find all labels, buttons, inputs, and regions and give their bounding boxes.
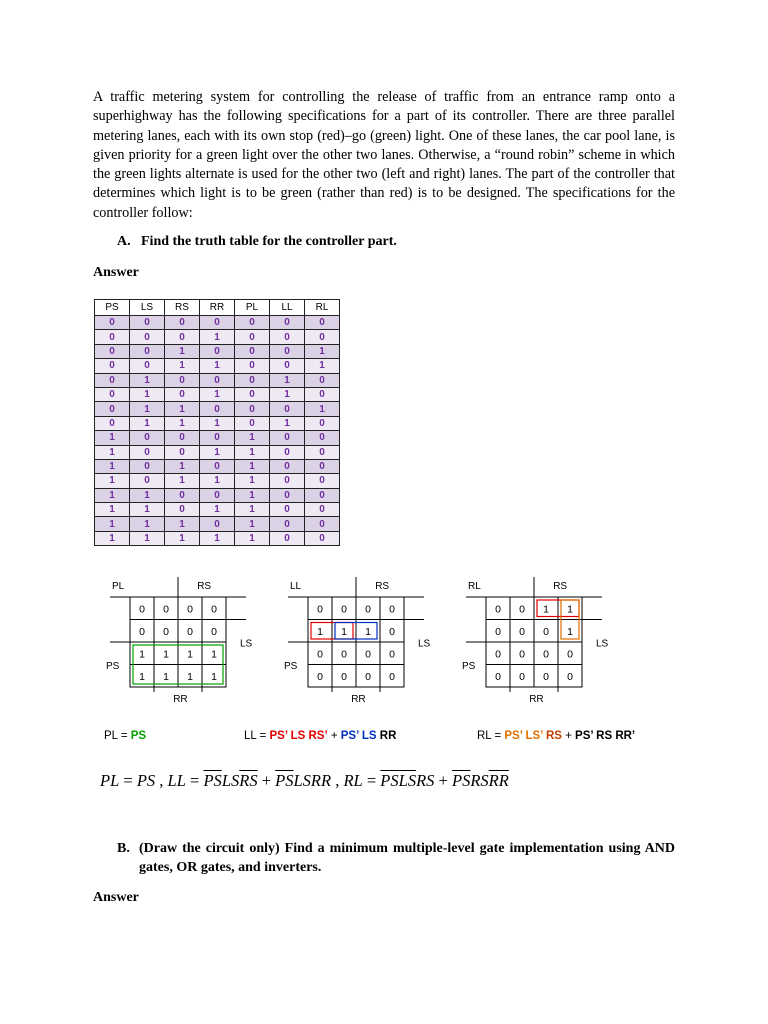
question-b-text: (Draw the circuit only) Find a minimum multiple-level gate implementation using AND gates, OR gates, and inverters. (139, 841, 675, 875)
table-cell: 0 (305, 316, 340, 330)
table-cell: 1 (95, 488, 130, 502)
table-cell: 0 (165, 373, 200, 387)
math-ps-bar-2: $\overline{PS}$ (275, 771, 294, 790)
table-cell: 0 (200, 517, 235, 531)
kmap-cell: 1 (567, 625, 573, 638)
table-cell: 1 (235, 517, 270, 531)
table-cell: 0 (130, 474, 165, 488)
kmap-cell: 1 (543, 603, 549, 616)
table-cell: 0 (305, 431, 340, 445)
table-cell: 1 (130, 402, 165, 416)
table-cell: 1 (95, 445, 130, 459)
table-cell: 0 (130, 431, 165, 445)
table-cell: 0 (270, 316, 305, 330)
kmap-cell: 0 (519, 648, 525, 661)
table-cell: 1 (130, 373, 165, 387)
math-ps: PS (136, 771, 156, 790)
kmap-cell: 0 (495, 603, 501, 616)
kmap-cell: 0 (567, 648, 573, 661)
kmap-cell: 0 (163, 625, 169, 638)
truth-table-header-ls: LS (130, 300, 165, 316)
table-cell: 0 (235, 344, 270, 358)
equation-pl (104, 730, 146, 742)
math-rr-bar: $\overline{RR}$ (488, 771, 509, 790)
table-cell: 0 (305, 503, 340, 517)
kmap-cell: 0 (519, 670, 525, 683)
table-cell: 0 (95, 359, 130, 373)
table-cell: 1 (95, 431, 130, 445)
kmap-ll (284, 577, 431, 705)
kmap-label-right: LS (240, 638, 253, 650)
math-eq: = (119, 771, 137, 790)
equation-rl (477, 730, 635, 742)
table-cell: 0 (270, 517, 305, 531)
kmap-label-top: RS (197, 581, 212, 592)
math-ps-bar-3: $\overline{PS}$ (380, 771, 399, 790)
table-cell: 0 (165, 330, 200, 344)
table-cell: 1 (165, 459, 200, 473)
table-cell: 1 (270, 416, 305, 430)
table-cell: 0 (95, 344, 130, 358)
table-cell: 0 (95, 402, 130, 416)
kmap-cell: 1 (365, 625, 371, 638)
table-cell: 0 (305, 416, 340, 430)
kmap-cell: 0 (567, 670, 573, 683)
table-cell: 0 (165, 316, 200, 330)
question-b-number: B. (117, 841, 130, 856)
table-cell: 1 (130, 416, 165, 430)
table-cell: 1 (130, 387, 165, 401)
table-cell: 0 (165, 445, 200, 459)
table-row (95, 445, 340, 459)
kmap-cell: 1 (211, 648, 217, 661)
math-rs-2: RS (470, 771, 489, 790)
table-cell: 0 (305, 531, 340, 545)
table-cell: 1 (235, 445, 270, 459)
table-row (95, 387, 340, 401)
eq-ll-lhs: LL = (244, 730, 270, 742)
math-ls-bar: $\overline{LS}$ (398, 771, 417, 790)
table-cell: 1 (165, 474, 200, 488)
table-cell: 1 (305, 402, 340, 416)
kmap-cell: 1 (567, 603, 573, 616)
kmap-cell: 1 (163, 670, 169, 683)
table-row (95, 330, 340, 344)
eq-rl-term1b: RS (545, 730, 562, 742)
table-cell: 1 (235, 459, 270, 473)
math-plus: + (257, 771, 276, 790)
kmap-cell: 0 (495, 670, 501, 683)
eq-pl-term1: PS (130, 730, 147, 742)
math-plus-2: + (434, 771, 452, 790)
boolean-equations (100, 771, 509, 791)
kmap-cell: 1 (139, 670, 145, 683)
kmap-cell: 0 (211, 625, 217, 638)
table-cell: 0 (270, 531, 305, 545)
truth-table-header-rr: RR (200, 300, 235, 316)
table-cell: 0 (95, 416, 130, 430)
truth-table-header-ll: LL (270, 300, 305, 316)
kmap-cell: 0 (389, 670, 395, 683)
table-cell: 1 (200, 503, 235, 517)
kmap-cell: 0 (317, 603, 323, 616)
table-cell: 0 (305, 445, 340, 459)
table-row (95, 488, 340, 502)
table-cell: 1 (200, 474, 235, 488)
kmap-cell: 0 (389, 603, 395, 616)
kmap-cell: 0 (495, 648, 501, 661)
kmap-cell: 0 (519, 625, 525, 638)
eq-rl-plus: + (561, 730, 576, 742)
kmap-label-top: RS (375, 581, 390, 592)
table-cell: 1 (95, 459, 130, 473)
eq-rl-lhs: RL = (477, 730, 505, 742)
table-cell: 0 (270, 459, 305, 473)
kmap-label-top: RS (553, 581, 568, 592)
truth-table-header-rl: RL (305, 300, 340, 316)
table-row (95, 474, 340, 488)
karnaugh-maps (0, 570, 768, 720)
math-ls: LS (221, 771, 240, 790)
table-cell: 0 (305, 387, 340, 401)
table-cell: 0 (165, 387, 200, 401)
table-cell: 0 (235, 402, 270, 416)
kmap-label-bottom: RR (351, 694, 366, 705)
table-cell: 1 (165, 416, 200, 430)
table-cell: 0 (270, 402, 305, 416)
kmap-label-left: PS (106, 661, 120, 672)
math-ll: LL (167, 771, 186, 790)
problem-statement: A traffic metering system for controlling the release of traffic from an entrance ramp onto a superhighway has the following specifications for a part of its controller. There are three parallel metering lanes, each with its own stop (red)–go (green) light. One of these lanes, the car pool lane, is given priority for a green light over the other two lanes. Otherwise, a “round robin” scheme in which the green lights alternate is used for the other two (left and right) lanes. The part of the controller that determines which light is to be green (rather than red) is to be designed. The specifications for the controller follow: (93, 89, 675, 221)
kmap-cell: 0 (365, 670, 371, 683)
table-cell: 0 (95, 316, 130, 330)
table-cell: 0 (270, 330, 305, 344)
table-cell: 1 (270, 373, 305, 387)
table-cell: 0 (270, 503, 305, 517)
table-row (95, 373, 340, 387)
truth-table-body (95, 316, 340, 546)
table-cell: 0 (95, 373, 130, 387)
kmap-name: LL (290, 581, 302, 592)
table-row (95, 503, 340, 517)
table-cell: 0 (165, 431, 200, 445)
table-cell: 0 (200, 373, 235, 387)
eq-ll-term2b: RR (376, 730, 397, 742)
kmap-cell: 0 (365, 603, 371, 616)
kmap-cell: 0 (543, 625, 549, 638)
table-cell: 0 (130, 330, 165, 344)
table-cell: 0 (305, 373, 340, 387)
table-cell: 0 (200, 344, 235, 358)
kmap-cell: 0 (543, 670, 549, 683)
kmap-name: RL (468, 581, 481, 592)
kmap-cell: 0 (341, 670, 347, 683)
math-pl: PL (100, 771, 120, 790)
table-cell: 0 (130, 445, 165, 459)
math-rs: RS (416, 771, 435, 790)
table-cell: 0 (130, 359, 165, 373)
kmap-cell: 1 (317, 625, 323, 638)
table-cell: 0 (305, 330, 340, 344)
question-a-number: A. (117, 234, 131, 249)
truth-table-header-rs: RS (165, 300, 200, 316)
kmap-cell: 1 (341, 625, 347, 638)
table-cell: 0 (305, 488, 340, 502)
table-cell: 0 (200, 316, 235, 330)
table-cell: 0 (305, 517, 340, 531)
truth-table-header-pl: PL (235, 300, 270, 316)
kmap-label-bottom: RR (173, 694, 188, 705)
kmap-cell: 0 (389, 648, 395, 661)
kmap-cell: 0 (187, 603, 193, 616)
table-cell: 0 (130, 344, 165, 358)
table-cell: 0 (200, 459, 235, 473)
math-ps-bar-4: $\overline{PS}$ (451, 771, 471, 790)
kmap-label-right: LS (418, 638, 431, 650)
table-cell: 0 (200, 402, 235, 416)
truth-table-header (95, 300, 340, 316)
question-b (117, 839, 675, 877)
table-cell: 1 (200, 359, 235, 373)
kmap-cell: 0 (317, 670, 323, 683)
table-cell: 1 (95, 474, 130, 488)
table-cell: 1 (305, 344, 340, 358)
table-cell: 1 (270, 387, 305, 401)
kmap-cell: 0 (365, 648, 371, 661)
table-cell: 1 (130, 488, 165, 502)
table-cell: 1 (235, 488, 270, 502)
truth-table (94, 299, 340, 546)
table-row (95, 431, 340, 445)
eq-rl-term1a: PS’ LS’ (504, 730, 546, 742)
table-row (95, 416, 340, 430)
kmap-cell: 0 (211, 603, 217, 616)
table-cell: 1 (95, 531, 130, 545)
math-eq-3: = (362, 771, 381, 790)
table-cell: 0 (235, 373, 270, 387)
table-cell: 1 (200, 330, 235, 344)
table-cell: 1 (95, 503, 130, 517)
eq-pl-lhs: PL = (104, 730, 131, 742)
table-cell: 1 (200, 531, 235, 545)
table-cell: 0 (200, 488, 235, 502)
table-cell: 0 (305, 474, 340, 488)
answer-label-b: Answer (93, 890, 139, 905)
kmap-cell: 0 (389, 625, 395, 638)
table-row (95, 402, 340, 416)
table-cell: 0 (235, 387, 270, 401)
eq-rl-term2: PS’ RS RR’ (575, 730, 636, 742)
table-cell: 1 (200, 387, 235, 401)
table-cell: 1 (130, 531, 165, 545)
table-row (95, 531, 340, 545)
table-cell: 0 (235, 359, 270, 373)
table-cell: 1 (95, 517, 130, 531)
kmap-cell: 1 (139, 648, 145, 661)
table-cell: 0 (95, 330, 130, 344)
table-cell: 0 (270, 488, 305, 502)
kmap-label-left: PS (284, 661, 298, 672)
table-cell: 0 (165, 488, 200, 502)
kmap-cell: 0 (495, 625, 501, 638)
table-cell: 0 (270, 431, 305, 445)
equation-ll (244, 730, 396, 742)
table-cell: 0 (235, 330, 270, 344)
kmap-cell: 0 (519, 603, 525, 616)
math-sep-2: , (331, 771, 344, 790)
eq-ll-term2a: PS’ LS (340, 730, 377, 742)
table-cell: 1 (235, 431, 270, 445)
table-row (95, 517, 340, 531)
kmap-cell: 0 (163, 603, 169, 616)
math-rl: RL (343, 771, 363, 790)
kmap-cell: 0 (139, 603, 145, 616)
kmap-label-bottom: RR (529, 694, 544, 705)
kmap-label-left: PS (462, 661, 476, 672)
kmap-cell: 1 (187, 670, 193, 683)
table-cell: 0 (165, 503, 200, 517)
kmap-cell: 0 (543, 648, 549, 661)
table-cell: 1 (165, 359, 200, 373)
table-cell: 0 (305, 459, 340, 473)
table-cell: 1 (200, 445, 235, 459)
table-cell: 1 (235, 474, 270, 488)
question-a (117, 234, 397, 250)
answer-label-a: Answer (93, 265, 139, 280)
math-ps-bar: $\overline{PS}$ (203, 771, 222, 790)
table-cell: 1 (130, 503, 165, 517)
eq-ll-plus: + (327, 730, 341, 742)
table-cell: 1 (235, 503, 270, 517)
kmap-cell: 1 (211, 670, 217, 683)
table-cell: 1 (165, 531, 200, 545)
table-cell: 0 (200, 431, 235, 445)
kmap-cell: 0 (341, 603, 347, 616)
kmap-cell: 1 (163, 648, 169, 661)
table-cell: 1 (165, 517, 200, 531)
kmap-cell: 0 (187, 625, 193, 638)
table-cell: 0 (235, 416, 270, 430)
math-lsrr: LSRR (293, 771, 332, 790)
table-cell: 1 (200, 416, 235, 430)
table-cell: 1 (305, 359, 340, 373)
math-sep: , (155, 771, 168, 790)
table-cell: 0 (270, 344, 305, 358)
kmap-label-right: LS (596, 638, 609, 650)
table-cell: 1 (165, 344, 200, 358)
table-cell: 0 (130, 459, 165, 473)
table-cell: 0 (95, 387, 130, 401)
kmap-cell: 0 (317, 648, 323, 661)
math-eq-2: = (185, 771, 204, 790)
math-rs-bar: $\overline{RS}$ (239, 771, 258, 790)
table-cell: 0 (130, 316, 165, 330)
table-cell: 0 (270, 474, 305, 488)
table-cell: 1 (130, 517, 165, 531)
kmap-cell: 0 (139, 625, 145, 638)
table-cell: 0 (235, 316, 270, 330)
kmap-cell: 1 (187, 648, 193, 661)
kmap-cell: 0 (341, 648, 347, 661)
kmap-pl (106, 577, 253, 705)
table-cell: 0 (270, 359, 305, 373)
table-row (95, 344, 340, 358)
table-cell: 1 (235, 531, 270, 545)
table-row (95, 459, 340, 473)
eq-ll-term1: PS’ LS RS’ (269, 730, 328, 742)
kmap-rl (462, 577, 609, 705)
kmap-name: PL (112, 581, 125, 592)
table-row (95, 316, 340, 330)
table-cell: 0 (270, 445, 305, 459)
table-cell: 1 (165, 402, 200, 416)
truth-table-header-ps: PS (95, 300, 130, 316)
table-row (95, 359, 340, 373)
question-a-text: Find the truth table for the controller part. (141, 234, 397, 249)
